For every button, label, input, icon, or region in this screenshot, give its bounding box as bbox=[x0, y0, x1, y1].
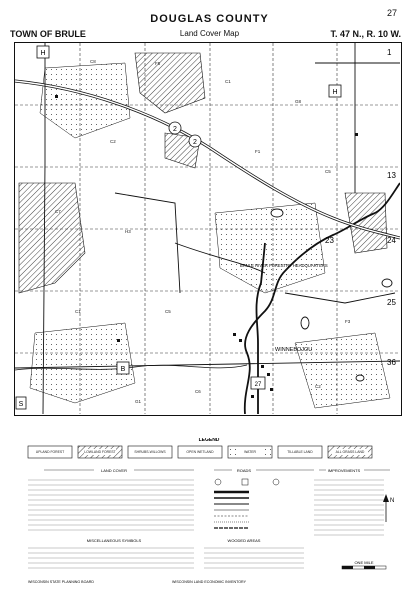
footer-left: WISCONSIN STATE PLANNING BOARD bbox=[28, 580, 94, 584]
page-number: 27 bbox=[386, 8, 397, 18]
svg-text:C1: C1 bbox=[75, 309, 81, 314]
svg-text:C2: C2 bbox=[110, 139, 116, 144]
svg-text:H: H bbox=[332, 89, 338, 96]
svg-text:G1: G1 bbox=[135, 399, 142, 404]
svg-text:C8: C8 bbox=[90, 59, 96, 64]
svg-text:24: 24 bbox=[387, 236, 396, 245]
svg-text:F1: F1 bbox=[255, 149, 261, 154]
svg-text:SHRUBS-WILLOWS: SHRUBS-WILLOWS bbox=[134, 450, 166, 454]
winnebojou-label: WINNEBOJOU bbox=[275, 347, 313, 353]
svg-text:N: N bbox=[390, 498, 395, 504]
svg-text:LAND COVER: LAND COVER bbox=[100, 468, 128, 473]
svg-text:36: 36 bbox=[387, 358, 396, 367]
highway-shield-icon bbox=[189, 135, 201, 147]
map-frame[interactable] bbox=[14, 42, 402, 416]
legend-misc-rows bbox=[28, 548, 304, 568]
svg-text:13: 13 bbox=[387, 171, 396, 180]
svg-text:ROADS: ROADS bbox=[236, 468, 252, 473]
svg-text:2: 2 bbox=[193, 139, 197, 146]
svg-text:C5: C5 bbox=[325, 169, 331, 174]
legend bbox=[14, 438, 404, 588]
misc-symbols-header: MISCELLANEOUS SYMBOLS bbox=[86, 538, 142, 543]
svg-text:TILLABLE LAND: TILLABLE LAND bbox=[287, 450, 313, 454]
svg-text:B: B bbox=[120, 366, 126, 373]
svg-text:UPLAND FOREST: UPLAND FOREST bbox=[35, 450, 65, 454]
highway-shield-icon bbox=[16, 397, 26, 409]
svg-text:27: 27 bbox=[254, 382, 262, 388]
svg-text:ONE MILE: ONE MILE bbox=[354, 560, 374, 565]
svg-text:H3: H3 bbox=[125, 229, 131, 234]
svg-text:IMPROVEMENTS: IMPROVEMENTS bbox=[327, 468, 361, 473]
cover-boxes bbox=[28, 446, 372, 458]
highway-shield-icon bbox=[329, 85, 341, 97]
svg-text:ALL GRASS LAND: ALL GRASS LAND bbox=[335, 450, 365, 454]
wooded-areas-header: WOODED AREAS bbox=[227, 538, 261, 543]
county-title: DOUGLAS COUNTY bbox=[150, 13, 269, 25]
legend-title: LEGEND bbox=[198, 438, 220, 443]
legend-code-rows bbox=[28, 480, 384, 535]
svg-text:LOWLAND FOREST: LOWLAND FOREST bbox=[84, 450, 116, 454]
highway-shield-icon bbox=[251, 377, 265, 389]
svg-text:F3: F3 bbox=[345, 319, 351, 324]
svg-text:C5: C5 bbox=[165, 309, 171, 314]
svg-text:25: 25 bbox=[387, 298, 396, 307]
svg-text:G8: G8 bbox=[295, 99, 302, 104]
forestry-headquarters-label: BRULE RIVER FORESTRY HEADQUARTERS bbox=[240, 263, 328, 268]
svg-text:WATER: WATER bbox=[244, 450, 256, 454]
svg-text:2: 2 bbox=[173, 126, 177, 133]
legend-road-symbols bbox=[214, 479, 279, 528]
svg-text:23: 23 bbox=[325, 236, 334, 245]
svg-text:C7: C7 bbox=[55, 209, 61, 214]
svg-text:C1: C1 bbox=[225, 79, 231, 84]
land-cover-map[interactable] bbox=[15, 43, 400, 414]
svg-text:C6: C6 bbox=[195, 389, 201, 394]
svg-text:H: H bbox=[40, 50, 46, 57]
svg-text:F5: F5 bbox=[155, 61, 161, 66]
highway-shield-icon bbox=[169, 122, 181, 134]
north-arrow-icon bbox=[383, 494, 394, 522]
map-subtitle: Land Cover Map bbox=[179, 29, 240, 38]
footer-center: WISCONSIN LAND ECONOMIC INVENTORY bbox=[172, 580, 246, 584]
highway-shield-icon bbox=[37, 46, 49, 58]
township-range: T. 47 N., R. 10 W. bbox=[330, 29, 401, 39]
svg-text:OPEN WETLAND: OPEN WETLAND bbox=[186, 450, 214, 454]
town-title: TOWN OF BRULE bbox=[10, 29, 86, 39]
highway-shield-icon bbox=[117, 362, 129, 374]
legend-column-headers bbox=[44, 468, 390, 473]
svg-text:C2: C2 bbox=[315, 384, 321, 389]
svg-text:S: S bbox=[18, 401, 24, 408]
svg-text:1: 1 bbox=[387, 48, 392, 57]
scale-bar bbox=[342, 560, 386, 569]
